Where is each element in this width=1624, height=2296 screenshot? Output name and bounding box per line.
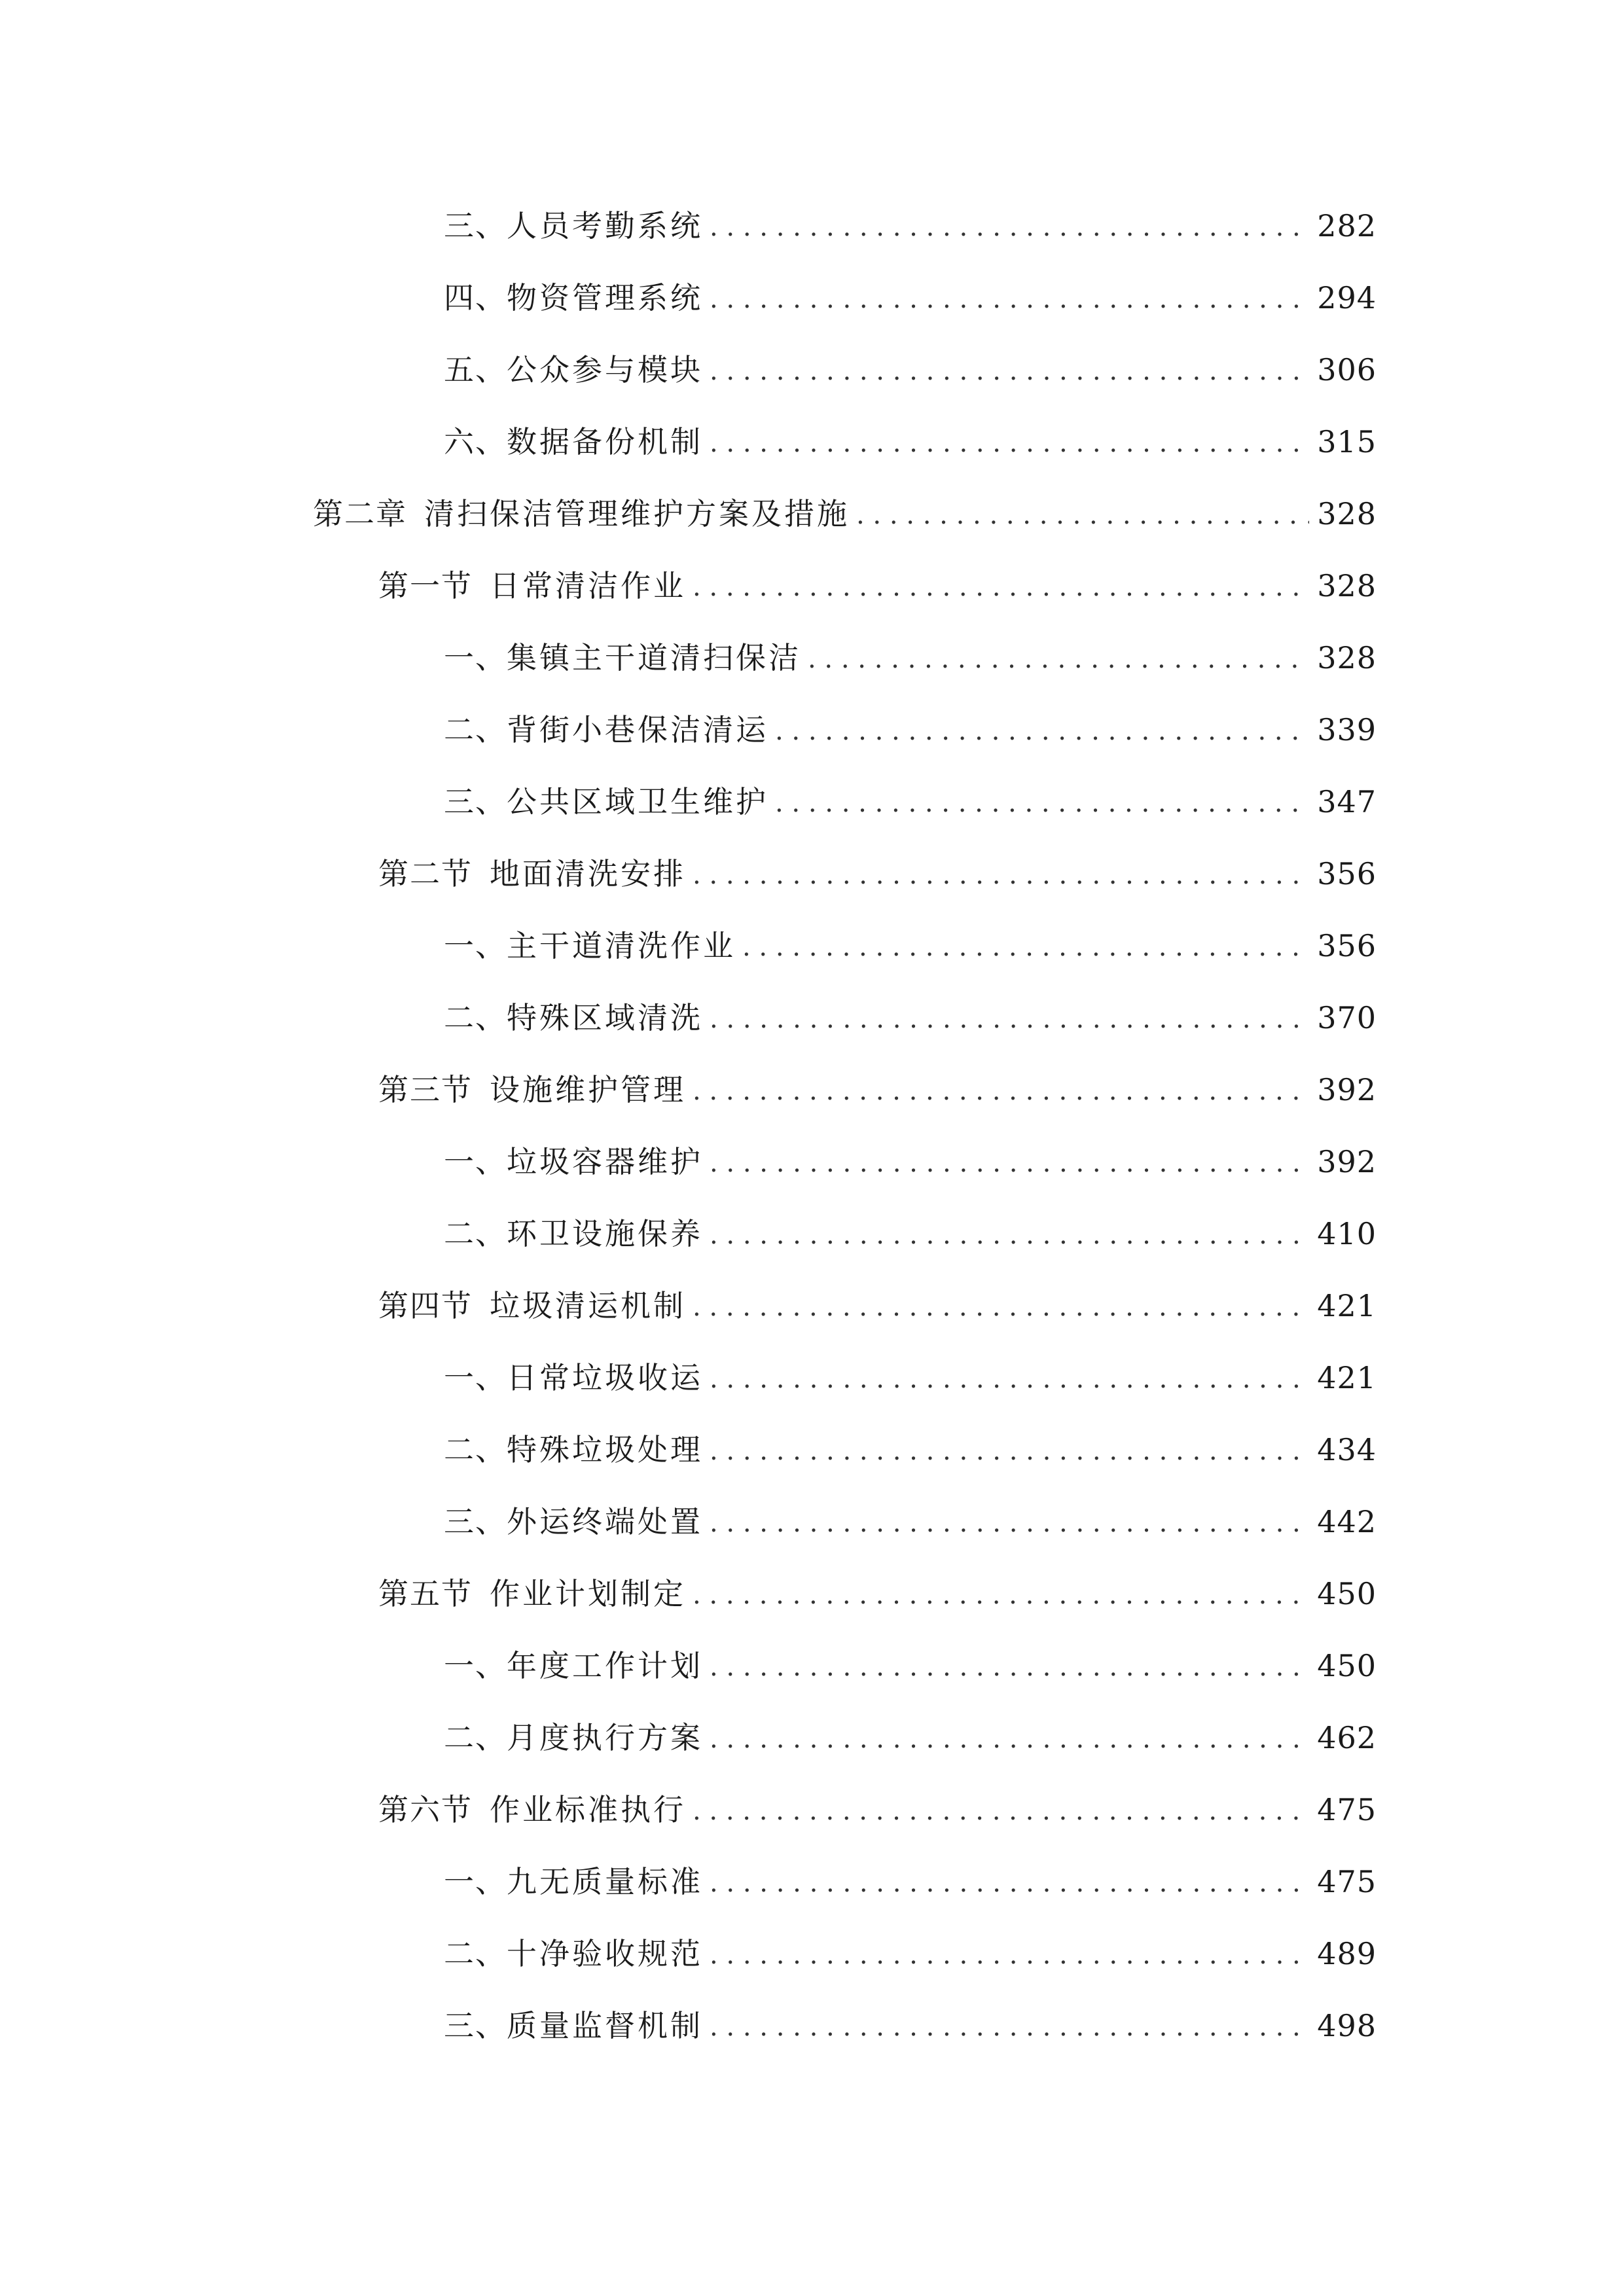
toc-entry-number: 三、 bbox=[444, 784, 507, 819]
toc-entry-title: 人员考勤系统 bbox=[507, 208, 703, 243]
toc-entry-title: 质量监督机制 bbox=[507, 2008, 703, 2043]
toc-entry-item[interactable] bbox=[0, 190, 1624, 262]
toc-entry-title: 九无质量标准 bbox=[507, 1864, 703, 1899]
toc-entry-title: 垃圾清运机制 bbox=[490, 1288, 686, 1323]
toc-entry-page-number: 475 bbox=[1317, 1792, 1377, 1827]
toc-entry-section[interactable] bbox=[0, 1054, 1624, 1126]
toc-entry-number: 三、 bbox=[444, 2008, 507, 2043]
toc-entry-section[interactable] bbox=[0, 1774, 1624, 1846]
toc-entry-title: 日常清洁作业 bbox=[490, 568, 686, 603]
toc-entry-title: 背街小巷保洁清运 bbox=[507, 712, 768, 747]
toc-entry-page-number: 306 bbox=[1317, 352, 1377, 387]
toc-entry-number: 二、 bbox=[444, 1432, 507, 1467]
dot-leader bbox=[808, 646, 1309, 672]
toc-entry-title: 主干道清洗作业 bbox=[507, 928, 736, 963]
dot-leader bbox=[710, 214, 1309, 240]
toc-entry-page-number: 328 bbox=[1317, 568, 1377, 603]
toc-entry-number: 二、 bbox=[444, 712, 507, 747]
toc-entry-title: 特殊区域清洗 bbox=[507, 1000, 703, 1035]
toc-entry-number: 一、 bbox=[444, 1360, 507, 1395]
toc-entry-number: 三、 bbox=[444, 1504, 507, 1539]
toc-entry-item[interactable] bbox=[0, 694, 1624, 766]
toc-entry-number: 五、 bbox=[444, 352, 507, 387]
dot-leader bbox=[710, 1510, 1309, 1536]
toc-entry-title: 地面清洗安排 bbox=[490, 856, 686, 891]
toc-entry-item[interactable] bbox=[0, 1126, 1624, 1198]
toc-entry-title: 作业计划制定 bbox=[490, 1576, 686, 1611]
toc-entry-page-number: 370 bbox=[1317, 1000, 1377, 1035]
toc-entry-item[interactable] bbox=[0, 1630, 1624, 1702]
toc-entry-page-number: 294 bbox=[1317, 280, 1377, 315]
toc-entry-item[interactable] bbox=[0, 1414, 1624, 1486]
toc-entry-item[interactable] bbox=[0, 1918, 1624, 1990]
dot-leader bbox=[775, 718, 1309, 744]
dot-leader bbox=[775, 790, 1309, 816]
toc-entry-item[interactable] bbox=[0, 1486, 1624, 1558]
toc-entry-title: 月度执行方案 bbox=[507, 1720, 703, 1755]
toc-entry-number: 第一节 bbox=[378, 568, 473, 603]
dot-leader bbox=[710, 1438, 1309, 1464]
toc-entry-page-number: 392 bbox=[1317, 1144, 1377, 1179]
toc-entry-number: 第四节 bbox=[378, 1288, 473, 1323]
toc-entry-title: 清扫保洁管理维护方案及措施 bbox=[424, 496, 850, 531]
toc-entry-item[interactable] bbox=[0, 1990, 1624, 2062]
toc-entry-number: 第六节 bbox=[378, 1792, 473, 1827]
toc-entry-item[interactable] bbox=[0, 1846, 1624, 1918]
toc-entry-section[interactable] bbox=[0, 1270, 1624, 1342]
toc-entry-item[interactable] bbox=[0, 622, 1624, 694]
dot-leader bbox=[710, 1222, 1309, 1248]
toc-entry-item[interactable] bbox=[0, 262, 1624, 334]
dot-leader bbox=[710, 1870, 1309, 1896]
toc-entry-page-number: 450 bbox=[1317, 1576, 1377, 1611]
toc-entry-item[interactable] bbox=[0, 910, 1624, 982]
dot-leader bbox=[710, 2014, 1309, 2040]
toc-entry-page-number: 347 bbox=[1317, 784, 1377, 819]
dot-leader bbox=[693, 1294, 1309, 1320]
toc-entry-page-number: 328 bbox=[1317, 496, 1377, 531]
toc-entry-number: 一、 bbox=[444, 640, 507, 675]
dot-leader bbox=[710, 1150, 1309, 1176]
toc-entry-number: 二、 bbox=[444, 1720, 507, 1755]
toc-entry-number: 一、 bbox=[444, 1648, 507, 1683]
toc-entry-item[interactable] bbox=[0, 406, 1624, 478]
toc-entry-page-number: 489 bbox=[1317, 1936, 1377, 1971]
toc-entry-page-number: 328 bbox=[1317, 640, 1377, 675]
toc-entry-number: 一、 bbox=[444, 1864, 507, 1899]
dot-leader bbox=[710, 430, 1309, 456]
toc-entry-title: 环卫设施保养 bbox=[507, 1216, 703, 1251]
toc-entry-title: 年度工作计划 bbox=[507, 1648, 703, 1683]
toc-entry-page-number: 462 bbox=[1317, 1720, 1377, 1755]
toc-entry-item[interactable] bbox=[0, 1198, 1624, 1270]
toc-entry-title: 设施维护管理 bbox=[490, 1072, 686, 1107]
dot-leader bbox=[693, 574, 1309, 600]
table-of-contents bbox=[0, 190, 1624, 2062]
dot-leader bbox=[693, 1078, 1309, 1104]
toc-entry-page-number: 356 bbox=[1317, 928, 1377, 963]
toc-entry-title: 公共区域卫生维护 bbox=[507, 784, 768, 819]
toc-entry-number: 二、 bbox=[444, 1000, 507, 1035]
toc-entry-number: 四、 bbox=[444, 280, 507, 315]
dot-leader bbox=[710, 286, 1309, 312]
toc-entry-item[interactable] bbox=[0, 334, 1624, 406]
toc-entry-title: 外运终端处置 bbox=[507, 1504, 703, 1539]
toc-entry-section[interactable] bbox=[0, 838, 1624, 910]
toc-entry-number: 第五节 bbox=[378, 1576, 473, 1611]
toc-entry-page-number: 339 bbox=[1317, 712, 1377, 747]
toc-entry-item[interactable] bbox=[0, 1342, 1624, 1414]
toc-entry-item[interactable] bbox=[0, 1702, 1624, 1774]
toc-entry-title: 数据备份机制 bbox=[507, 424, 703, 459]
toc-entry-title: 垃圾容器维护 bbox=[507, 1144, 703, 1179]
dot-leader bbox=[856, 502, 1309, 528]
toc-entry-number: 一、 bbox=[444, 928, 507, 963]
dot-leader bbox=[710, 1726, 1309, 1752]
toc-entry-page-number: 442 bbox=[1317, 1504, 1377, 1539]
toc-entry-title: 作业标准执行 bbox=[490, 1792, 686, 1827]
toc-entry-page-number: 450 bbox=[1317, 1648, 1377, 1683]
toc-entry-page-number: 282 bbox=[1317, 208, 1377, 243]
toc-entry-page-number: 356 bbox=[1317, 856, 1377, 891]
toc-entry-number: 二、 bbox=[444, 1936, 507, 1971]
toc-entry-number: 六、 bbox=[444, 424, 507, 459]
toc-entry-item[interactable] bbox=[0, 982, 1624, 1054]
dot-leader bbox=[742, 934, 1309, 960]
toc-entry-title: 公众参与模块 bbox=[507, 352, 703, 387]
toc-entry-page-number: 315 bbox=[1317, 424, 1377, 459]
toc-entry-number: 第二章 bbox=[313, 496, 407, 531]
toc-entry-title: 十净验收规范 bbox=[507, 1936, 703, 1971]
dot-leader bbox=[710, 1006, 1309, 1032]
toc-entry-page-number: 475 bbox=[1317, 1864, 1377, 1899]
toc-entry-page-number: 392 bbox=[1317, 1072, 1377, 1107]
dot-leader bbox=[693, 1582, 1309, 1608]
dot-leader bbox=[710, 1942, 1309, 1968]
toc-entry-title: 特殊垃圾处理 bbox=[507, 1432, 703, 1467]
toc-entry-item[interactable] bbox=[0, 766, 1624, 838]
toc-entry-page-number: 421 bbox=[1317, 1288, 1377, 1323]
toc-entry-section[interactable] bbox=[0, 1558, 1624, 1630]
dot-leader bbox=[710, 358, 1309, 384]
toc-entry-page-number: 421 bbox=[1317, 1360, 1377, 1395]
toc-entry-title: 物资管理系统 bbox=[507, 280, 703, 315]
toc-entry-page-number: 498 bbox=[1317, 2008, 1377, 2043]
dot-leader bbox=[693, 862, 1309, 888]
toc-entry-number: 第三节 bbox=[378, 1072, 473, 1107]
toc-entry-number: 三、 bbox=[444, 208, 507, 243]
toc-entry-page-number: 410 bbox=[1317, 1216, 1377, 1251]
dot-leader bbox=[693, 1798, 1309, 1824]
toc-entry-title: 日常垃圾收运 bbox=[507, 1360, 703, 1395]
toc-entry-chapter[interactable] bbox=[0, 478, 1624, 550]
toc-entry-number: 一、 bbox=[444, 1144, 507, 1179]
dot-leader bbox=[710, 1654, 1309, 1680]
toc-entry-page-number: 434 bbox=[1317, 1432, 1377, 1467]
toc-entry-title: 集镇主干道清扫保洁 bbox=[507, 640, 801, 675]
toc-entry-section[interactable] bbox=[0, 550, 1624, 622]
toc-entry-number: 二、 bbox=[444, 1216, 507, 1251]
toc-entry-number: 第二节 bbox=[378, 856, 473, 891]
dot-leader bbox=[710, 1366, 1309, 1392]
